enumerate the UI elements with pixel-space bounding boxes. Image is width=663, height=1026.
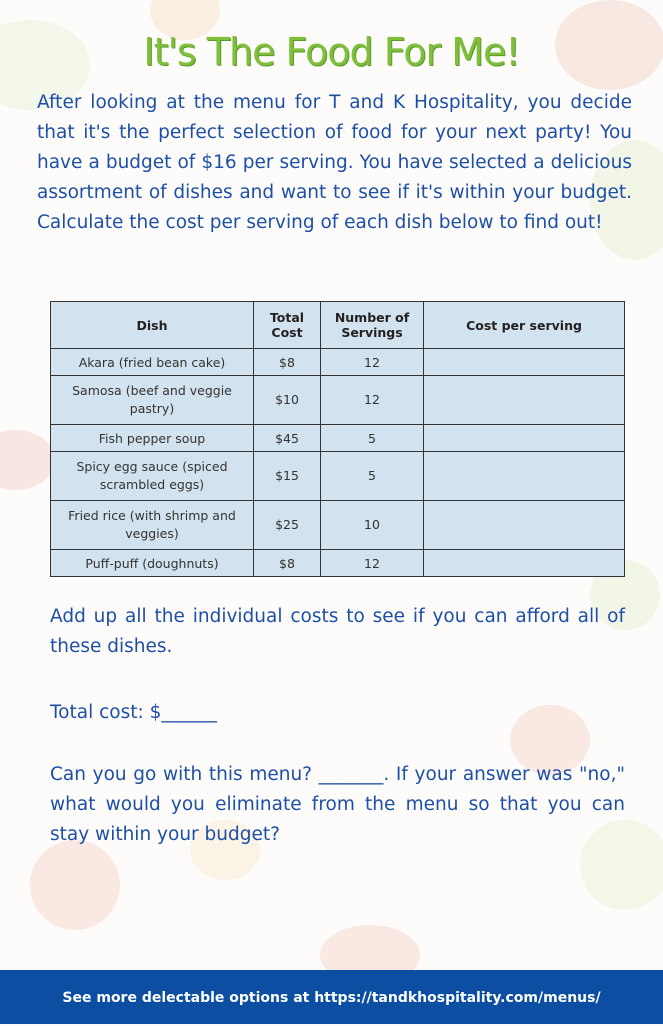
dish-cost: $45 (254, 425, 321, 452)
header-cost-per-serving: Cost per serving (424, 302, 625, 349)
table-row (51, 501, 625, 550)
dishes-table (50, 301, 625, 577)
footer-banner (0, 970, 663, 1024)
cost-per-serving-cell[interactable] (424, 376, 625, 425)
dish-servings: 12 (321, 550, 424, 577)
dish-cost: $25 (254, 501, 321, 550)
add-up-instruction: Add up all the individual costs to see if you can afford all of these dishes. (50, 606, 625, 657)
table-row (51, 425, 625, 452)
dish-servings: 5 (321, 425, 424, 452)
dish-servings: 10 (321, 501, 424, 550)
dish-name: Puff-puff (doughnuts) (51, 550, 254, 577)
dish-name: Spicy egg sauce (spiced scrambled eggs) (51, 452, 254, 501)
header-servings: Number of Servings (321, 302, 424, 349)
table-row (51, 452, 625, 501)
dish-cost: $8 (254, 550, 321, 577)
cost-per-serving-cell[interactable] (424, 452, 625, 501)
cost-per-serving-cell[interactable] (424, 425, 625, 452)
food-decoration (30, 840, 120, 930)
dish-cost: $10 (254, 376, 321, 425)
food-decoration (0, 430, 55, 490)
dish-name: Akara (fried bean cake) (51, 349, 254, 376)
table-row (51, 349, 625, 376)
dish-cost: $8 (254, 349, 321, 376)
dish-cost: $15 (254, 452, 321, 501)
table-header-row (51, 302, 625, 349)
page-title: It's The Food For Me! (143, 30, 520, 74)
dish-name: Fried rice (with shrimp and veggies) (51, 501, 254, 550)
table-row (51, 550, 625, 577)
menu-question: Can you go with this menu? _______. If your answer was "no," what would you eliminate from the menu so that you can stay within your budget? (50, 764, 625, 845)
dish-name: Fish pepper soup (51, 425, 254, 452)
table-row (51, 376, 625, 425)
cost-per-serving-cell[interactable] (424, 501, 625, 550)
dish-servings: 12 (321, 376, 424, 425)
cost-per-serving-cell[interactable] (424, 550, 625, 577)
dish-name: Samosa (beef and veggie pastry) (51, 376, 254, 425)
footer-link-text[interactable]: See more delectable options at https://tandkhospitality.com/menus/ (62, 990, 601, 1006)
header-dish: Dish (51, 302, 254, 349)
intro-paragraph: After looking at the menu for T and K Hospitality, you decide that it's the perfect selection of food for your next party! You have a budget of $16 per serving. You have selected a delicious assortment of dishes and want to see if it's within your budget. Calculate the cost per serving of each dish below to find out! (37, 92, 632, 233)
total-cost-prompt: Total cost: $______ (50, 702, 217, 723)
dish-servings: 5 (321, 452, 424, 501)
dish-servings: 12 (321, 349, 424, 376)
cost-per-serving-cell[interactable] (424, 349, 625, 376)
header-total-cost: Total Cost (254, 302, 321, 349)
